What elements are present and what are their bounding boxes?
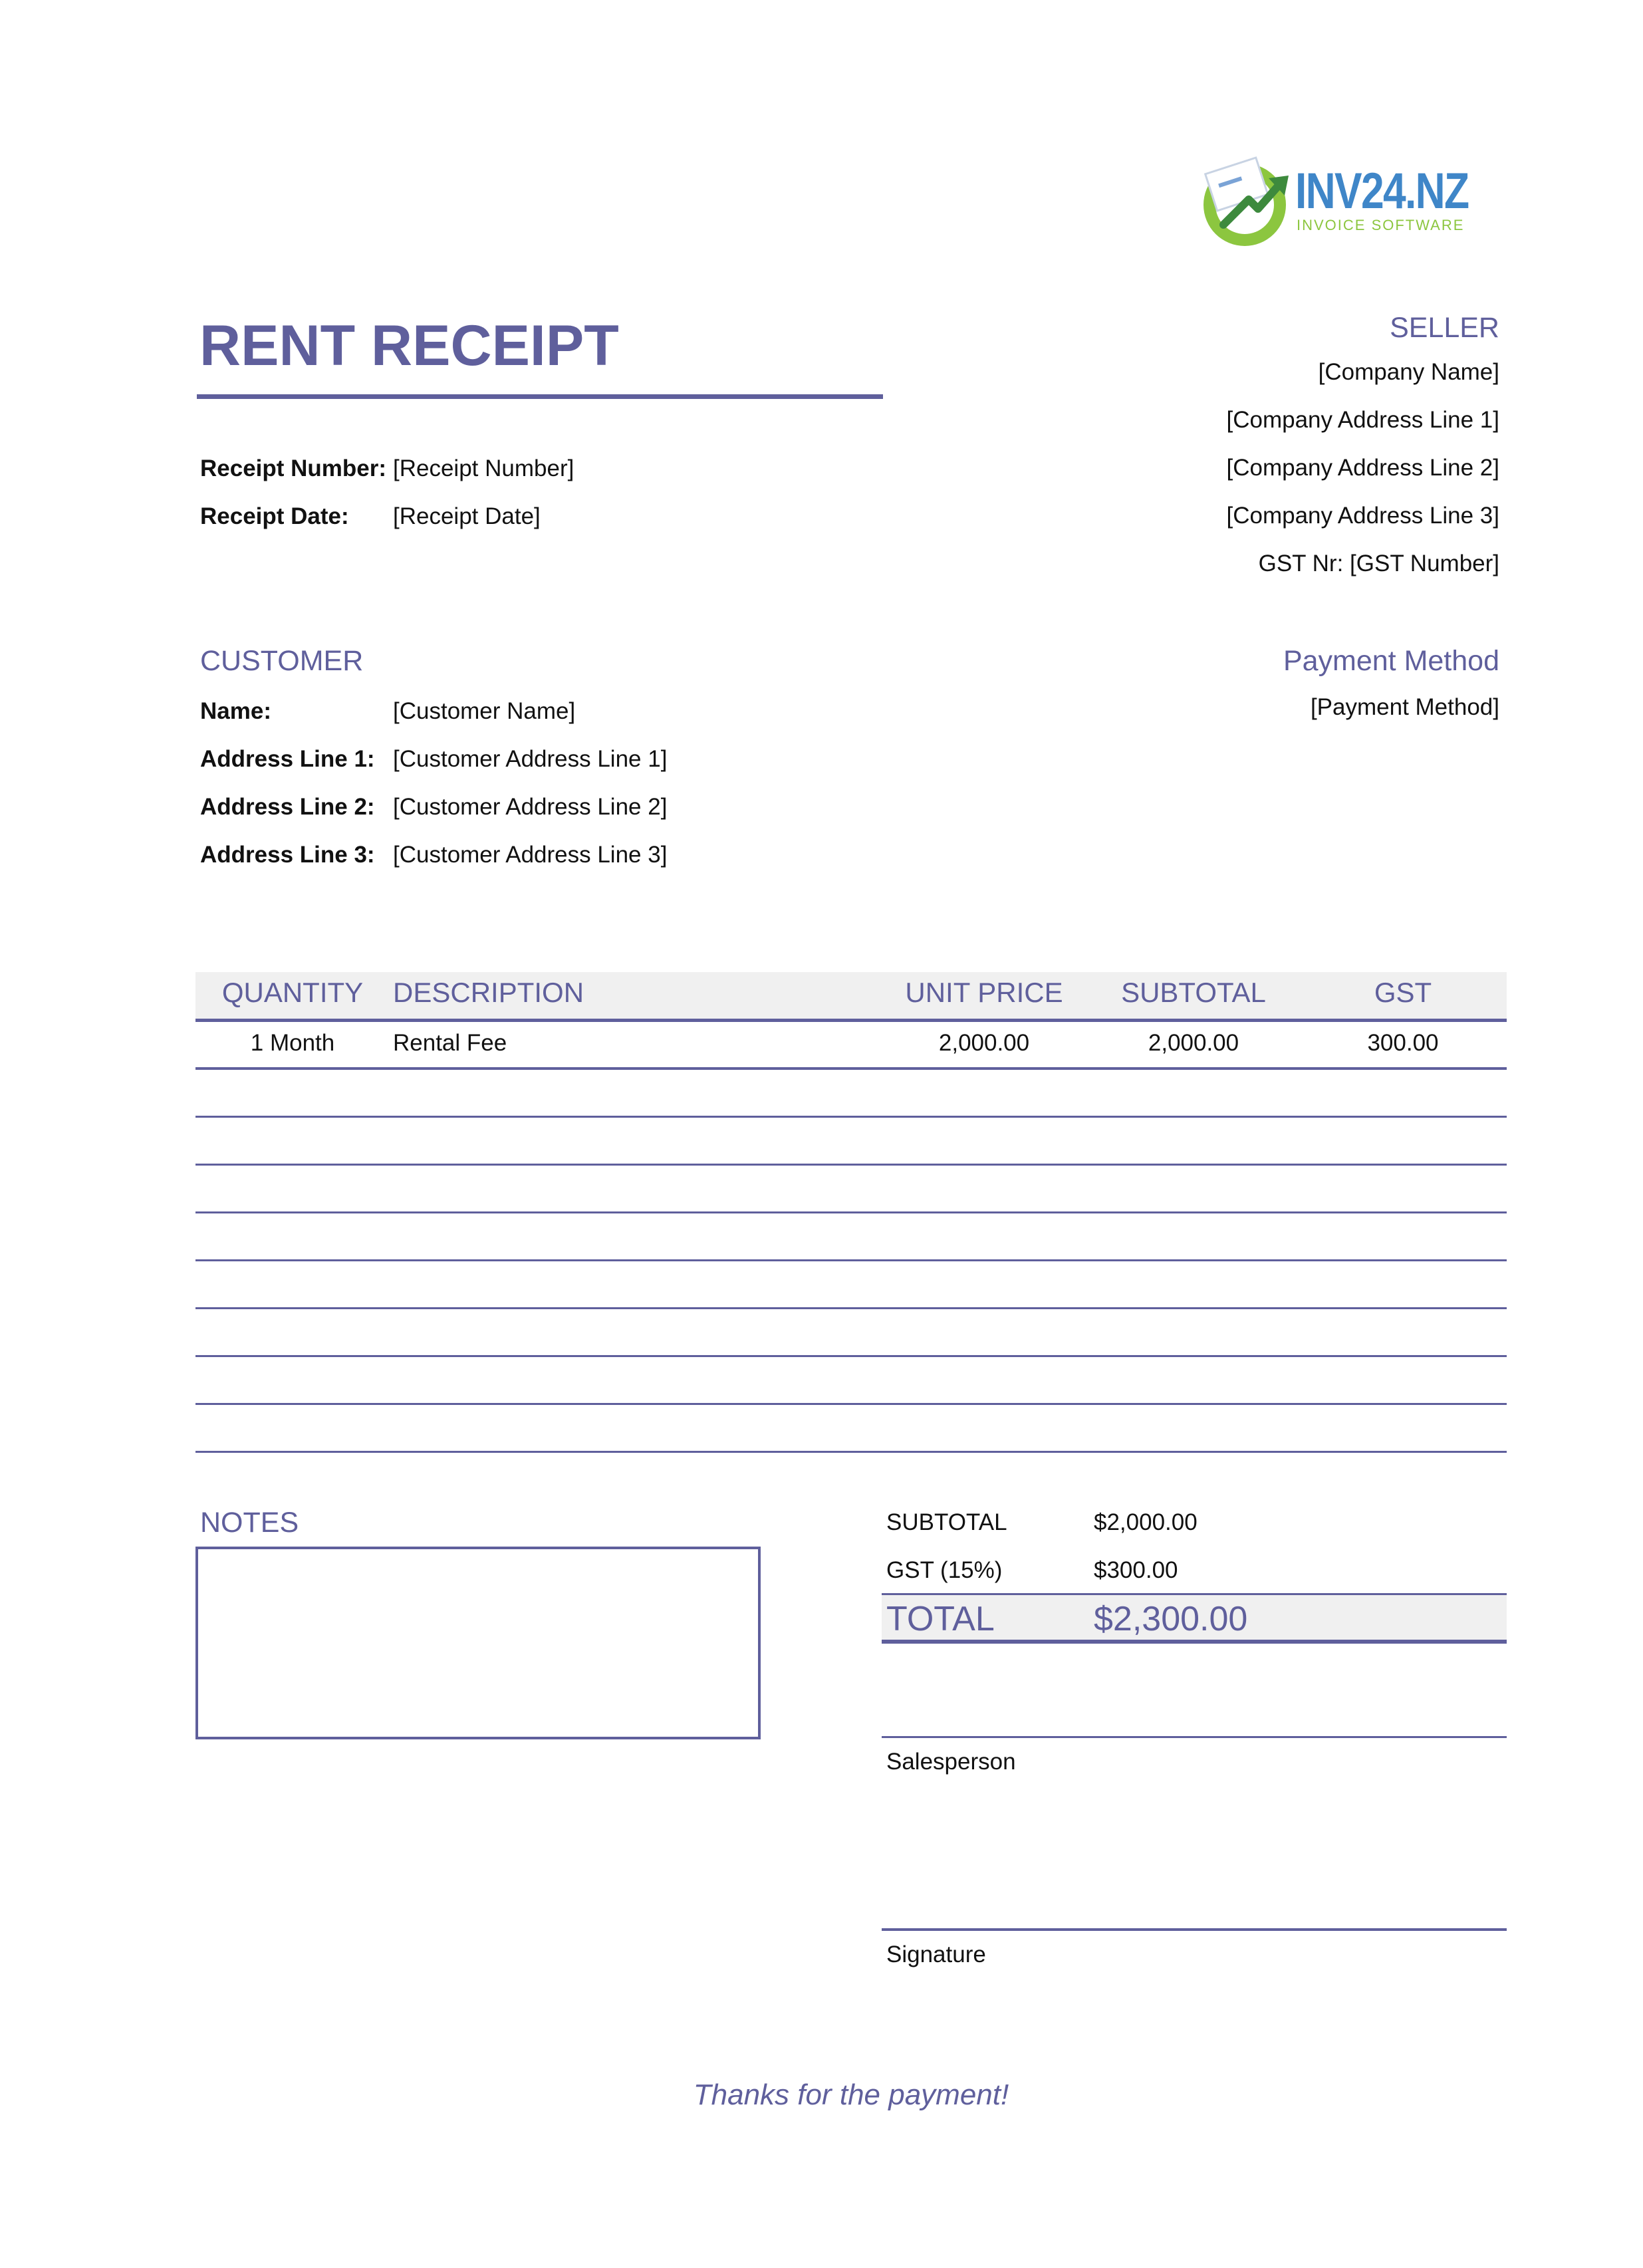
salesperson-label: Salesperson <box>886 1749 1016 1775</box>
customer-address-3-value: [Customer Address Line 3] <box>393 842 668 868</box>
receipt-date-label: Receipt Date: <box>200 503 349 529</box>
row-subtotal: 2,000.00 <box>1148 1030 1239 1056</box>
table-row-rule <box>195 1451 1507 1453</box>
customer-address-3-label: Address Line 3: <box>200 842 375 868</box>
customer-name-value: [Customer Name] <box>393 698 576 724</box>
seller-gst-number: GST Nr: [GST Number] <box>1258 551 1499 576</box>
page-title: RENT RECEIPT <box>199 314 619 378</box>
table-row-rule <box>195 1355 1507 1357</box>
seller-heading: SELLER <box>1390 312 1499 344</box>
customer-address-2-value: [Customer Address Line 2] <box>393 794 668 820</box>
total-label: TOTAL <box>886 1600 995 1638</box>
gst-label: GST (15%) <box>886 1557 1003 1583</box>
table-row-rule <box>195 1067 1507 1070</box>
receipt-number-value: [Receipt Number] <box>393 455 574 481</box>
customer-address-2-label: Address Line 2: <box>200 794 375 820</box>
row-description: Rental Fee <box>393 1030 507 1056</box>
customer-name-label: Name: <box>200 698 271 724</box>
row-gst: 300.00 <box>1367 1030 1439 1056</box>
customer-address-1-value: [Customer Address Line 1] <box>393 746 668 772</box>
salesperson-line <box>882 1736 1507 1738</box>
table-row-rule <box>195 1307 1507 1309</box>
column-header-unit-price: UNIT PRICE <box>905 977 1063 1008</box>
table-row-rule <box>195 1164 1507 1166</box>
receipt-date-value: [Receipt Date] <box>393 503 541 529</box>
column-header-gst: GST <box>1374 977 1432 1008</box>
gst-value: $300.00 <box>1094 1557 1178 1583</box>
logo-brand: INV24.NZ <box>1295 163 1469 219</box>
logo-tagline: INVOICE SOFTWARE <box>1297 217 1465 233</box>
seller-address-line-3: [Company Address Line 3] <box>1226 503 1499 529</box>
column-header-subtotal: SUBTOTAL <box>1121 977 1266 1008</box>
seller-company-name: [Company Name] <box>1318 359 1499 385</box>
row-unit-price: 2,000.00 <box>938 1030 1030 1056</box>
payment-method-heading: Payment Method <box>1283 645 1499 677</box>
table-row-rule <box>195 1211 1507 1213</box>
table-row-rule <box>195 1116 1507 1118</box>
row-quantity: 1 Month <box>250 1030 335 1056</box>
table-row-rule <box>195 1259 1507 1261</box>
notes-box[interactable] <box>195 1547 761 1739</box>
customer-address-1-label: Address Line 1: <box>200 746 375 772</box>
seller-address-line-1: [Company Address Line 1] <box>1226 407 1499 433</box>
signature-line <box>882 1928 1507 1931</box>
total-value: $2,300.00 <box>1094 1600 1248 1638</box>
table-header-rule <box>195 1019 1507 1022</box>
customer-heading: CUSTOMER <box>200 645 364 677</box>
subtotal-label: SUBTOTAL <box>886 1509 1007 1535</box>
subtotal-value: $2,000.00 <box>1094 1509 1198 1535</box>
payment-method-value: [Payment Method] <box>1310 694 1499 720</box>
seller-address-line-2: [Company Address Line 2] <box>1226 455 1499 481</box>
notes-heading: NOTES <box>200 1507 299 1539</box>
column-header-description: DESCRIPTION <box>393 977 584 1008</box>
footer-thanks: Thanks for the payment! <box>693 2079 1009 2111</box>
signature-label: Signature <box>886 1942 986 1967</box>
table-row-rule <box>195 1403 1507 1405</box>
column-header-quantity: QUANTITY <box>221 977 364 1008</box>
receipt-number-label: Receipt Number: <box>200 455 387 481</box>
total-top-rule <box>882 1593 1507 1595</box>
